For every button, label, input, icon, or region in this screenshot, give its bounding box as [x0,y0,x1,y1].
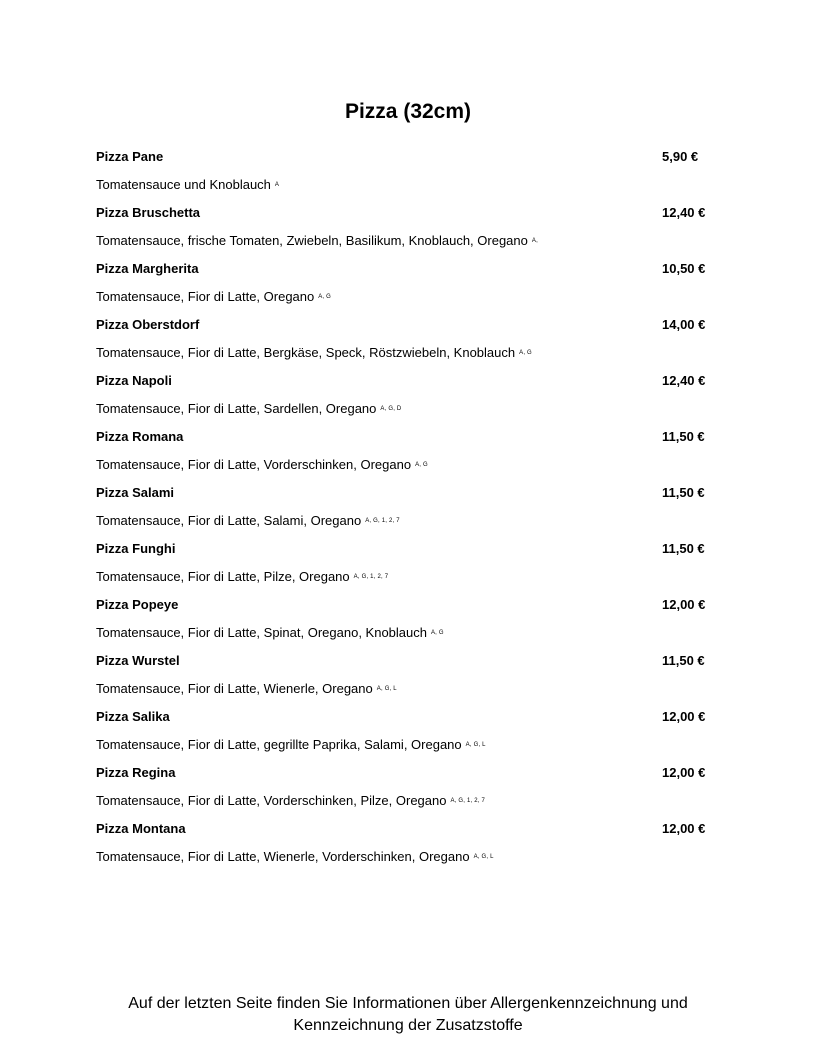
item-name: Pizza Salika [96,708,170,724]
item-price: 12,40 € [662,372,706,388]
item-name: Pizza Pane [96,148,164,164]
item-price: 11,50 € [662,652,705,668]
item-description: Tomatensauce, Fior di Latte, gegrillte Paprika, Salami, Oregano [96,736,462,752]
allergen-codes: A, G, D [380,406,402,412]
item-price: 11,50 € [662,484,705,500]
item-name: Pizza Margherita [96,260,199,276]
item-price: 12,40 € [662,204,706,220]
item-description: Tomatensauce, Fior di Latte, Sardellen, Oregano [96,400,377,416]
item-name: Pizza Montana [96,820,186,836]
allergen-codes: A, G, L [376,686,397,692]
item-description: Tomatensauce, frische Tomaten, Zwiebeln, Basilikum, Knoblauch, Oregano [96,232,528,248]
item-name: Pizza Regina [96,764,176,780]
item-price: 12,00 € [662,708,706,724]
page-title: Pizza (32cm) [344,100,472,123]
menu-item [96,478,716,534]
menu-item [96,422,716,478]
allergen-codes: A, G, L [465,742,486,748]
item-name: Pizza Oberstdorf [96,316,200,332]
allergen-codes: A, G, L [473,854,494,860]
item-price: 10,50 € [662,260,706,276]
allergen-codes: A, G [415,462,428,468]
menu-item [96,814,716,870]
item-description: Tomatensauce, Fior di Latte, Spinat, Oregano, Knoblauch [96,624,427,640]
item-name: Pizza Napoli [96,372,172,388]
allergen-notice-line-1: Auf der letzten Seite finden Sie Informationen über Allergenkennzeichnung und [128,995,688,1012]
item-description: Tomatensauce, Fior di Latte, Vorderschinken, Oregano [96,456,412,472]
item-description: Tomatensauce, Fior di Latte, Wienerle, Oregano [96,680,373,696]
item-description: Tomatensauce, Fior di Latte, Salami, Oregano [96,512,362,528]
item-name: Pizza Wurstel [96,652,180,668]
item-description: Tomatensauce und Knoblauch [96,176,271,192]
allergen-codes: A, G, 1, 2, 7 [365,518,400,524]
item-description: Tomatensauce, Fior di Latte, Oregano [96,288,315,304]
item-price: 11,50 € [662,540,705,556]
allergen-codes: A [274,182,280,188]
menu-item [96,590,716,646]
item-description: Tomatensauce, Fior di Latte, Wienerle, Vorderschinken, Oregano [96,848,470,864]
menu-item [96,142,716,198]
item-description: Tomatensauce, Fior di Latte, Vorderschinken, Pilze, Oregano [96,792,447,808]
menu-item [96,254,716,310]
allergen-codes: A, G, 1, 2, 7 [353,574,389,580]
allergen-codes: A, G, 1, 2, 7 [450,798,486,804]
menu-item [96,758,716,814]
menu-item [96,534,716,590]
item-price: 5,90 € [662,148,699,164]
menu-item [96,366,716,422]
menu-list [96,142,716,870]
allergen-codes: A, G [519,350,532,356]
item-description: Tomatensauce, Fior di Latte, Pilze, Oregano [96,568,350,584]
allergen-codes: A, [531,238,538,244]
item-name: Pizza Funghi [96,540,176,556]
menu-item [96,646,716,702]
allergen-notice-line-2: Kennzeichnung der Zusatzstoffe [293,1017,523,1034]
item-name: Pizza Romana [96,428,184,444]
item-name: Pizza Popeye [96,596,179,612]
allergen-codes: A, G [430,630,444,636]
item-description: Tomatensauce, Fior di Latte, Bergkäse, Speck, Röstzwiebeln, Knoblauch [96,344,516,360]
menu-item [96,702,716,758]
item-name: Pizza Bruschetta [96,204,201,220]
item-price: 12,00 € [662,596,706,612]
item-name: Pizza Salami [96,484,175,500]
item-price: 14,00 € [662,316,706,332]
menu-item [96,198,716,254]
allergen-notice [0,993,816,1037]
item-price: 12,00 € [662,764,706,780]
allergen-codes: A, G [318,294,332,300]
item-price: 11,50 € [662,428,705,444]
item-price: 12,00 € [662,820,706,836]
menu-item [96,310,716,366]
